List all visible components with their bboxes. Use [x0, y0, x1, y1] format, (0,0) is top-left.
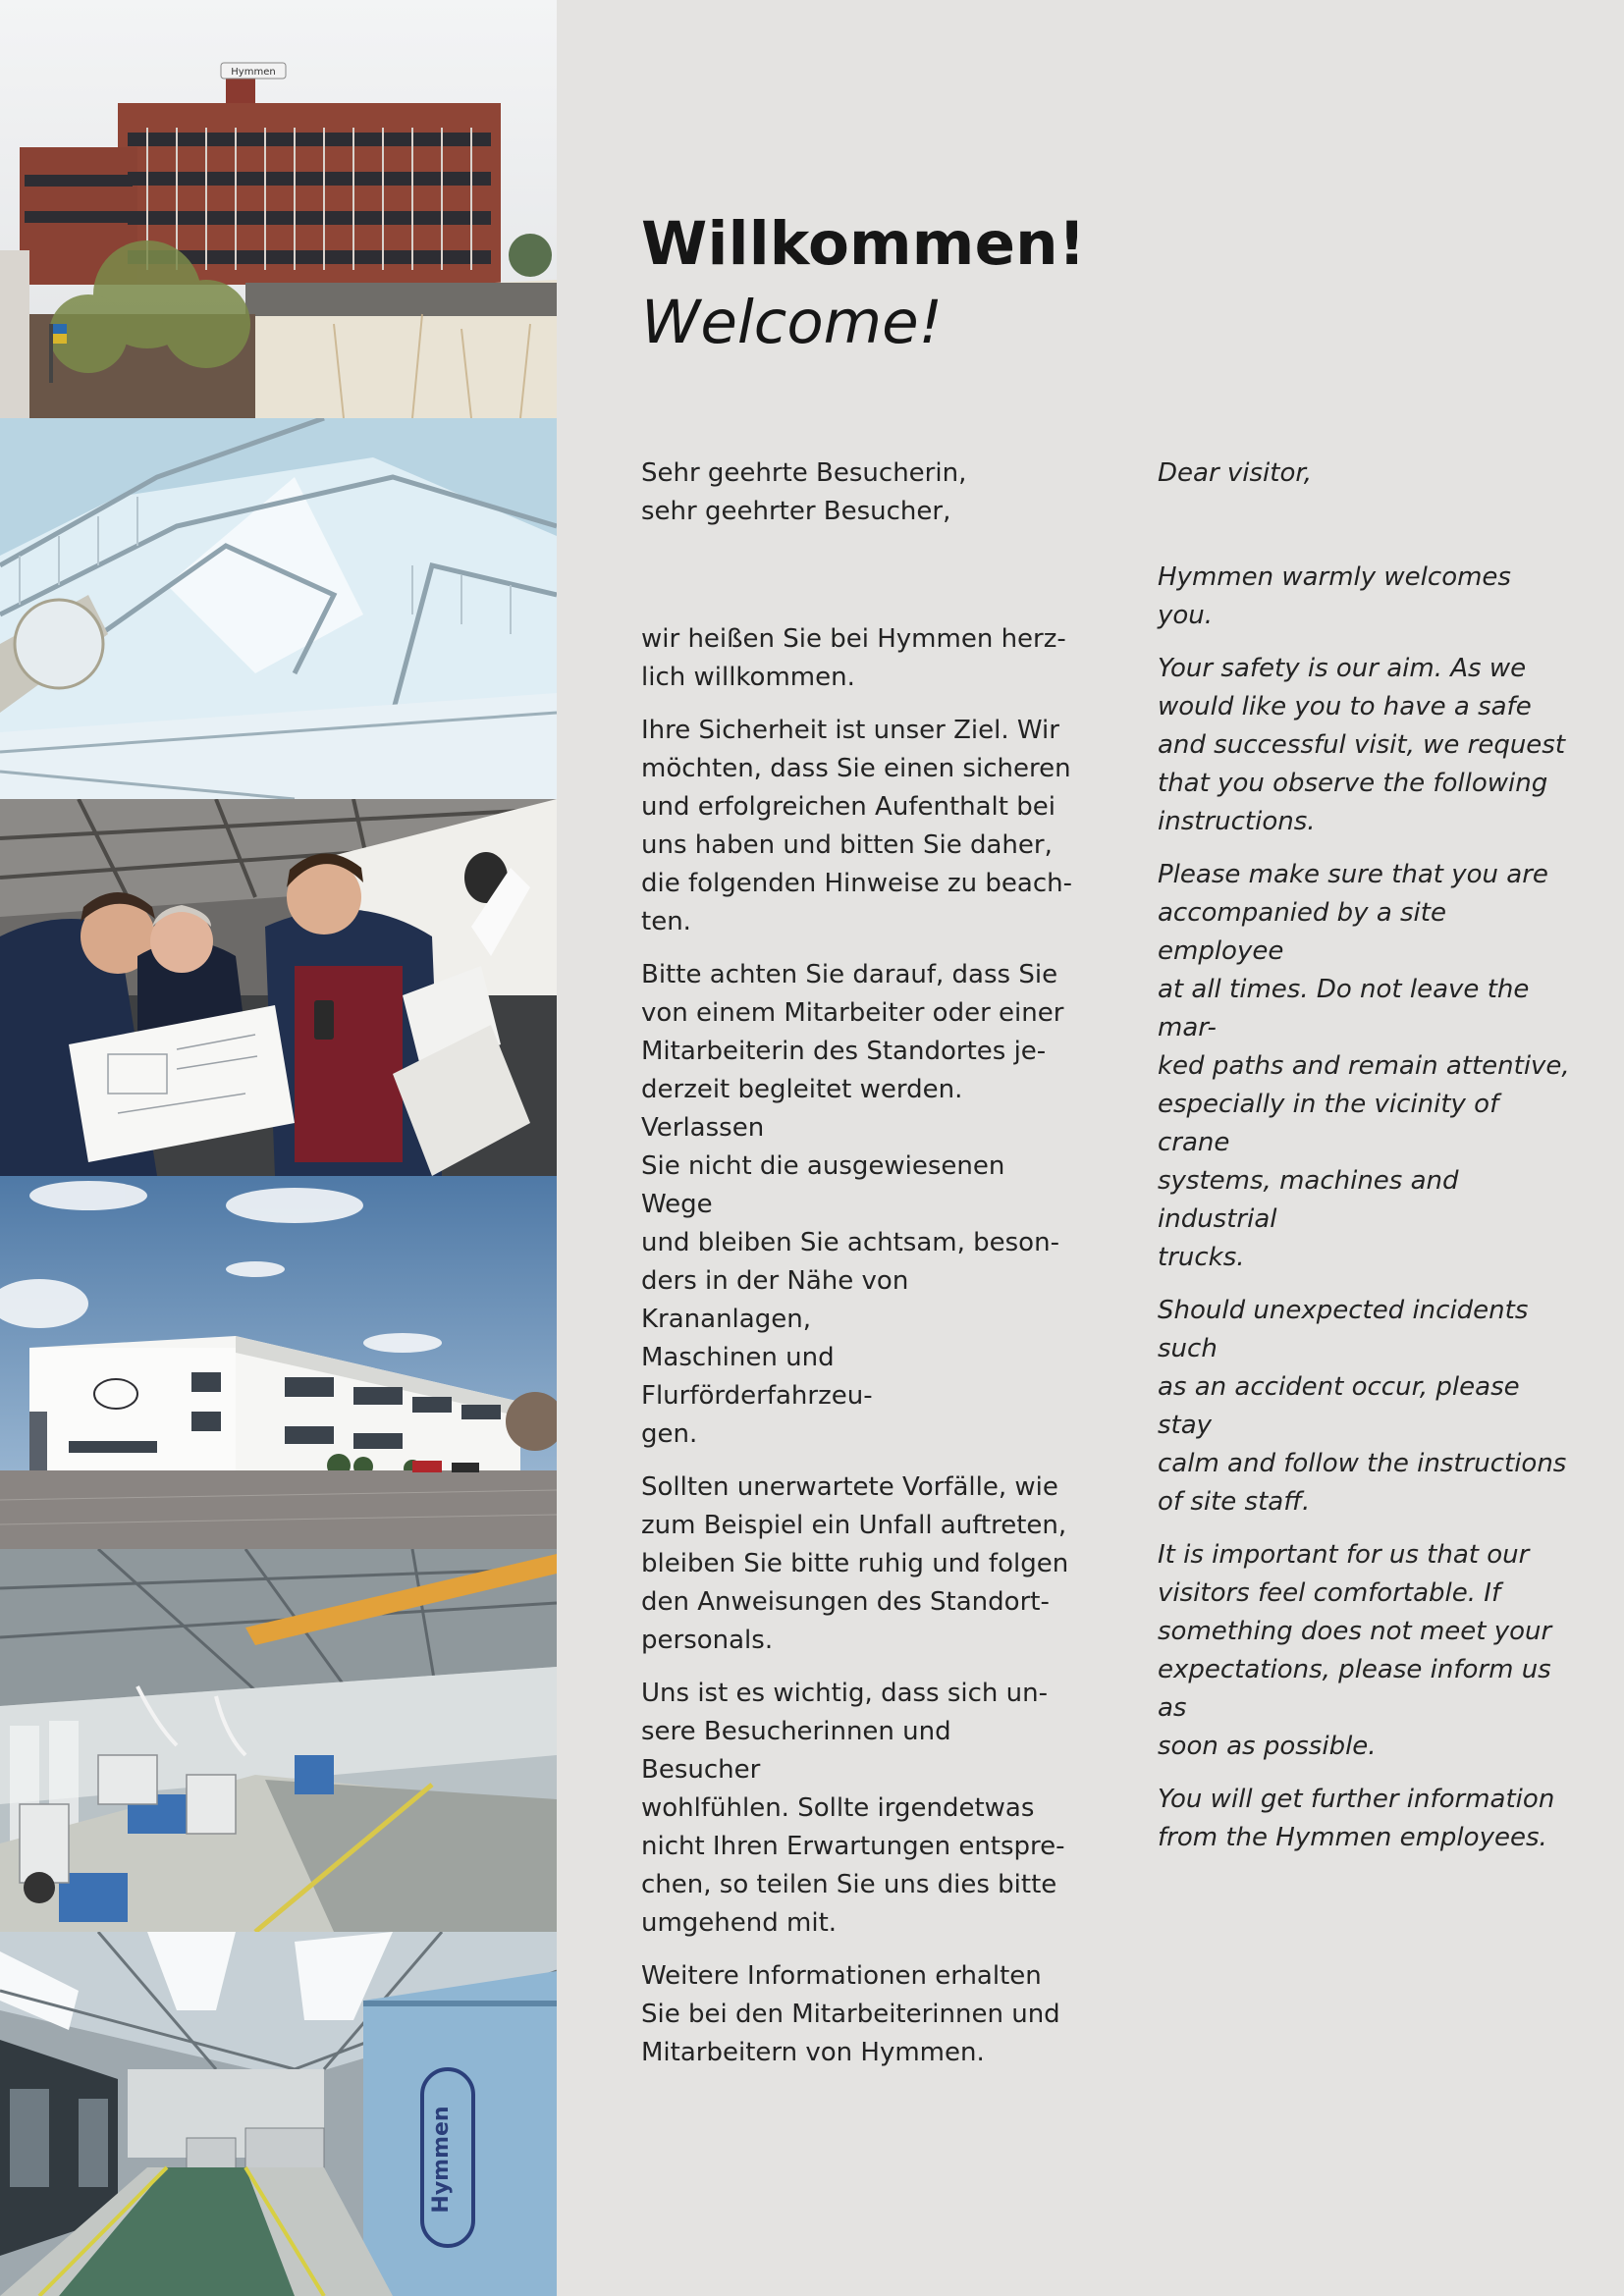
- page-title-german: Willkommen!: [641, 209, 1086, 279]
- english-paragraph-comfort: It is important for us that our visitors feel comfortable. If something does not meet your expectations, please inform us as soon as possible.: [1158, 1540, 1552, 1761]
- page-title-english: Welcome!: [641, 288, 944, 357]
- german-paragraph-welcome: wir heißen Sie bei Hymmen herz- lich willkommen.: [641, 624, 1066, 692]
- german-paragraph-safety: Ihre Sicherheit ist unser Ziel. Wir möchten, dass Sie einen sicheren und erfolgreichen Aufenthalt bei uns haben und bitten Sie daher, die folgenden Hinweise zu beach- ten.: [641, 716, 1073, 936]
- english-paragraph-escort: Please make sure that you are accompanied by a site employee at all times. Do not leave the mar- ked paths and remain attentive, especially in the vicinity of crane systems, machines and industrial trucks.: [1158, 860, 1570, 1272]
- photo-office-building: [0, 0, 557, 418]
- english-salutation: Dear visitor,: [1158, 458, 1312, 488]
- photo-factory-exterior: [0, 1176, 557, 1549]
- english-text-column: [1158, 454, 1570, 1872]
- english-paragraph-info: You will get further information from the Hymmen employees.: [1158, 1785, 1555, 1852]
- german-text-column: [641, 454, 1073, 2087]
- machine-logo-text: Hymmen: [429, 2106, 454, 2214]
- english-paragraph-welcome: Hymmen warmly welcomes you.: [1158, 562, 1511, 630]
- content-area: [557, 0, 1624, 2296]
- photo-strip: [0, 0, 557, 2296]
- photo-production-hall: [0, 1549, 557, 1932]
- german-paragraph-info: Weitere Informationen erhalten Sie bei den Mitarbeiterinnen und Mitarbeitern von Hymmen.: [641, 1961, 1060, 2067]
- german-paragraph-incidents: Sollten unerwartete Vorfälle, wie zum Beispiel ein Unfall auftreten, bleiben Sie bitte ruhig und folgen den Anweisungen des Standort- personals.: [641, 1472, 1069, 1655]
- german-paragraph-comfort: Uns ist es wichtig, dass sich un- sere Besucherinnen und Besucher wohlfühlen. Sollte irgendetwas nicht Ihren Erwartungen entspre- chen, so teilen Sie uns dies bitte umgehend mit.: [641, 1679, 1065, 1938]
- english-paragraph-safety: Your safety is our aim. As we would like you to have a safe and successful visit, we request that you observe the following instructions.: [1158, 654, 1566, 836]
- photo-team-reading-plans: [0, 799, 557, 1176]
- german-paragraph-escort: Bitte achten Sie darauf, dass Sie von einem Mitarbeiter oder einer Mitarbeiterin des Standortes je- derzeit begleitet werden. Verlassen Sie nicht die ausgewiesenen Wege und bleiben Sie achtsam, beson- ders in der Nähe von Krananlagen, Maschinen und Flurförderfahrzeu- gen.: [641, 960, 1064, 1449]
- rooftop-sign-text: Hymmen: [231, 67, 276, 78]
- english-paragraph-incidents: Should unexpected incidents such as an accident occur, please stay calm and follow the instructions of site staff.: [1158, 1296, 1567, 1517]
- german-salutation: Sehr geehrte Besucherin, sehr geehrter Besucher,: [641, 458, 967, 526]
- photo-hall-machine: [0, 1932, 557, 2296]
- photo-stairwell: [0, 418, 557, 799]
